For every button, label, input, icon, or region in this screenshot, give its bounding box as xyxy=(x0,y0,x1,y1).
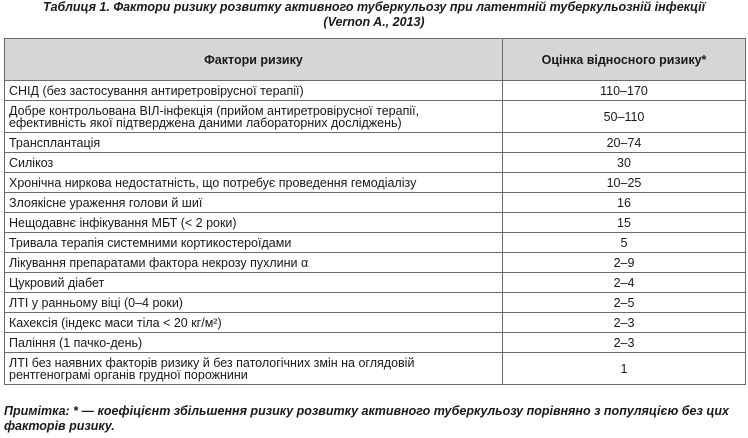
table-header-row xyxy=(5,39,746,81)
row-risk-value: 2–5 xyxy=(503,293,746,313)
row-risk-value: 10–25 xyxy=(503,173,746,193)
row-risk-value: 1 xyxy=(503,353,746,385)
table-row xyxy=(5,173,746,193)
row-risk-value: 2–3 xyxy=(503,333,746,353)
caption-source: (Vernon A., 2013) xyxy=(323,15,425,29)
row-risk-value: 110–170 xyxy=(503,81,746,101)
row-factor: Нещодавнє інфікування МБТ (< 2 роки) xyxy=(5,213,503,233)
row-risk-value: 50–110 xyxy=(503,101,746,133)
row-factor: Добре контрольована ВІЛ-інфекція (прийом антиретровірусної терапії, ефективність якої підтверджена даними лабораторних досліджень) xyxy=(5,101,503,133)
risk-factors-table xyxy=(4,38,746,385)
table-row xyxy=(5,133,746,153)
table-row xyxy=(5,81,746,101)
table-row xyxy=(5,293,746,313)
row-risk-value: 30 xyxy=(503,153,746,173)
table-row xyxy=(5,213,746,233)
row-risk-value: 16 xyxy=(503,193,746,213)
row-factor: Злоякісне ураження голови й шиї xyxy=(5,193,503,213)
table-row xyxy=(5,193,746,213)
row-factor: ЛТІ без наявних факторів ризику й без патологічних змін на оглядовій рентгенограмі органів грудної порожнини xyxy=(5,353,503,385)
table-row xyxy=(5,153,746,173)
row-risk-value: 2–4 xyxy=(503,273,746,293)
table-row xyxy=(5,313,746,333)
table-footnote: Примітка: * — коефіцієнт збільшення ризику розвитку активного туберкульозу порівняно з популяцією без цих факторів ризику. xyxy=(4,404,729,433)
header-relative-risk: Оцінка відносного ризику* xyxy=(503,39,746,81)
table-row xyxy=(5,101,746,133)
header-risk-factors: Фактори ризику xyxy=(5,39,503,81)
row-factor: Тривала терапія системними кортикостероїдами xyxy=(5,233,503,253)
row-factor: Кахексія (індекс маси тіла < 20 кг/м²) xyxy=(5,313,503,333)
row-factor: Силікоз xyxy=(5,153,503,173)
table-row xyxy=(5,273,746,293)
table-row xyxy=(5,353,746,385)
table-row xyxy=(5,233,746,253)
row-factor: Хронічна ниркова недостатність, що потребує проведення гемодіалізу xyxy=(5,173,503,193)
table-row xyxy=(5,333,746,353)
row-factor: СНІД (без застосування антиретровірусної терапії) xyxy=(5,81,503,101)
row-factor: ЛТІ у ранньому віці (0–4 роки) xyxy=(5,293,503,313)
row-factor: Паління (1 пачко-день) xyxy=(5,333,503,353)
table-row xyxy=(5,253,746,273)
row-risk-value: 2–3 xyxy=(503,313,746,333)
row-risk-value: 20–74 xyxy=(503,133,746,153)
caption-title: Таблиця 1. Фактори ризику розвитку активного туберкульозу при латентній туберкульозній інфекції xyxy=(42,0,706,14)
row-risk-value: 15 xyxy=(503,213,746,233)
table-caption xyxy=(0,0,748,30)
row-risk-value: 2–9 xyxy=(503,253,746,273)
row-risk-value: 5 xyxy=(503,233,746,253)
row-factor: Цукровий діабет xyxy=(5,273,503,293)
row-factor: Лікування препаратами фактора некрозу пухлини α xyxy=(5,253,503,273)
row-factor: Трансплантація xyxy=(5,133,503,153)
